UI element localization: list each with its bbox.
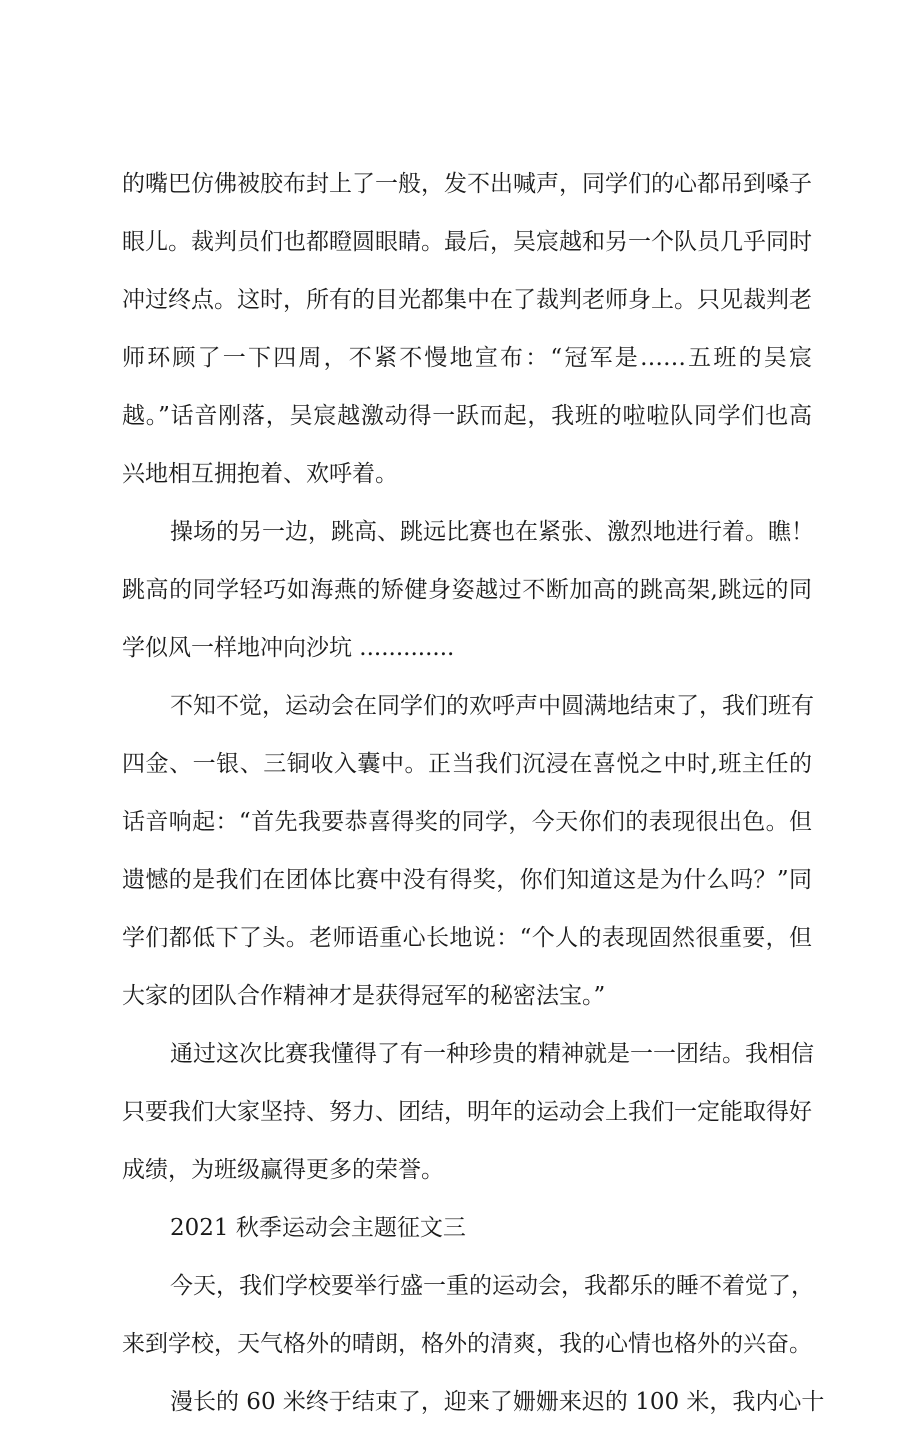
text-line: 学似风一样地冲向沙坑 ............. — [122, 635, 455, 661]
paragraph-first-line: 不知不觉，运动会在同学们的欢呼声中圆满地结束了，我们班有 — [170, 693, 814, 719]
text-line: 兴地相互拥抱着、欢呼着。 — [122, 461, 398, 487]
text-line: 的嘴巴仿佛被胶布封上了一般，发不出喊声，同学们的心都吊到嗓子 — [122, 171, 812, 197]
text-line: 来到学校，天气格外的晴朗，格外的清爽，我的心情也格外的兴奋。 — [122, 1331, 812, 1357]
text-line: 成绩，为班级赢得更多的荣誉。 — [122, 1157, 444, 1183]
text-line: 大家的团队合作精神才是获得冠军的秘密法宝。” — [122, 983, 606, 1009]
text-line: 学们都低下了头。老师语重心长地说：“个人的表现固然很重要，但 — [122, 925, 812, 951]
text-line: 冲过终点。这时，所有的目光都集中在了裁判老师身上。只见裁判老 — [122, 287, 812, 313]
text-line: 话音响起：“首先我要恭喜得奖的同学，今天你们的表现很出色。但 — [122, 809, 812, 835]
text-line: 只要我们大家坚持、努力、团结，明年的运动会上我们一定能取得好 — [122, 1099, 812, 1125]
section-heading: 2021 秋季运动会主题征文三 — [170, 1215, 466, 1241]
document-body — [122, 155, 825, 1431]
text-line: 遗憾的是我们在团体比赛中没有得奖，你们知道这是为什么吗？”同 — [122, 867, 812, 893]
paragraph-first-line: 今天，我们学校要举行盛一重的运动会，我都乐的睡不着觉了， — [170, 1273, 814, 1299]
text-line: 师环顾了一下四周，不紧不慢地宣布：“冠军是……五班的吴宸 — [122, 345, 812, 371]
text-line: 四金、一银、三铜收入囊中。正当我们沉浸在喜悦之中时,班主任的 — [122, 751, 812, 777]
paragraph-first-line: 漫长的 60 米终于结束了，迎来了姗姗来迟的 100 米，我内心十 — [170, 1389, 825, 1415]
paragraph-first-line: 操场的另一边，跳高、跳远比赛也在紧张、激烈地进行着。瞧！ — [170, 519, 814, 545]
paragraph-first-line: 通过这次比赛我懂得了有一种珍贵的精神就是一一团结。我相信 — [170, 1041, 814, 1067]
text-line: 眼儿。裁判员们也都瞪圆眼睛。最后，吴宸越和另一个队员几乎同时 — [122, 229, 812, 255]
text-line: 跳高的同学轻巧如海燕的矫健身姿越过不断加高的跳高架,跳远的同 — [122, 577, 812, 603]
text-line: 越。”话音刚落，吴宸越激动得一跃而起，我班的啦啦队同学们也高 — [122, 403, 812, 429]
